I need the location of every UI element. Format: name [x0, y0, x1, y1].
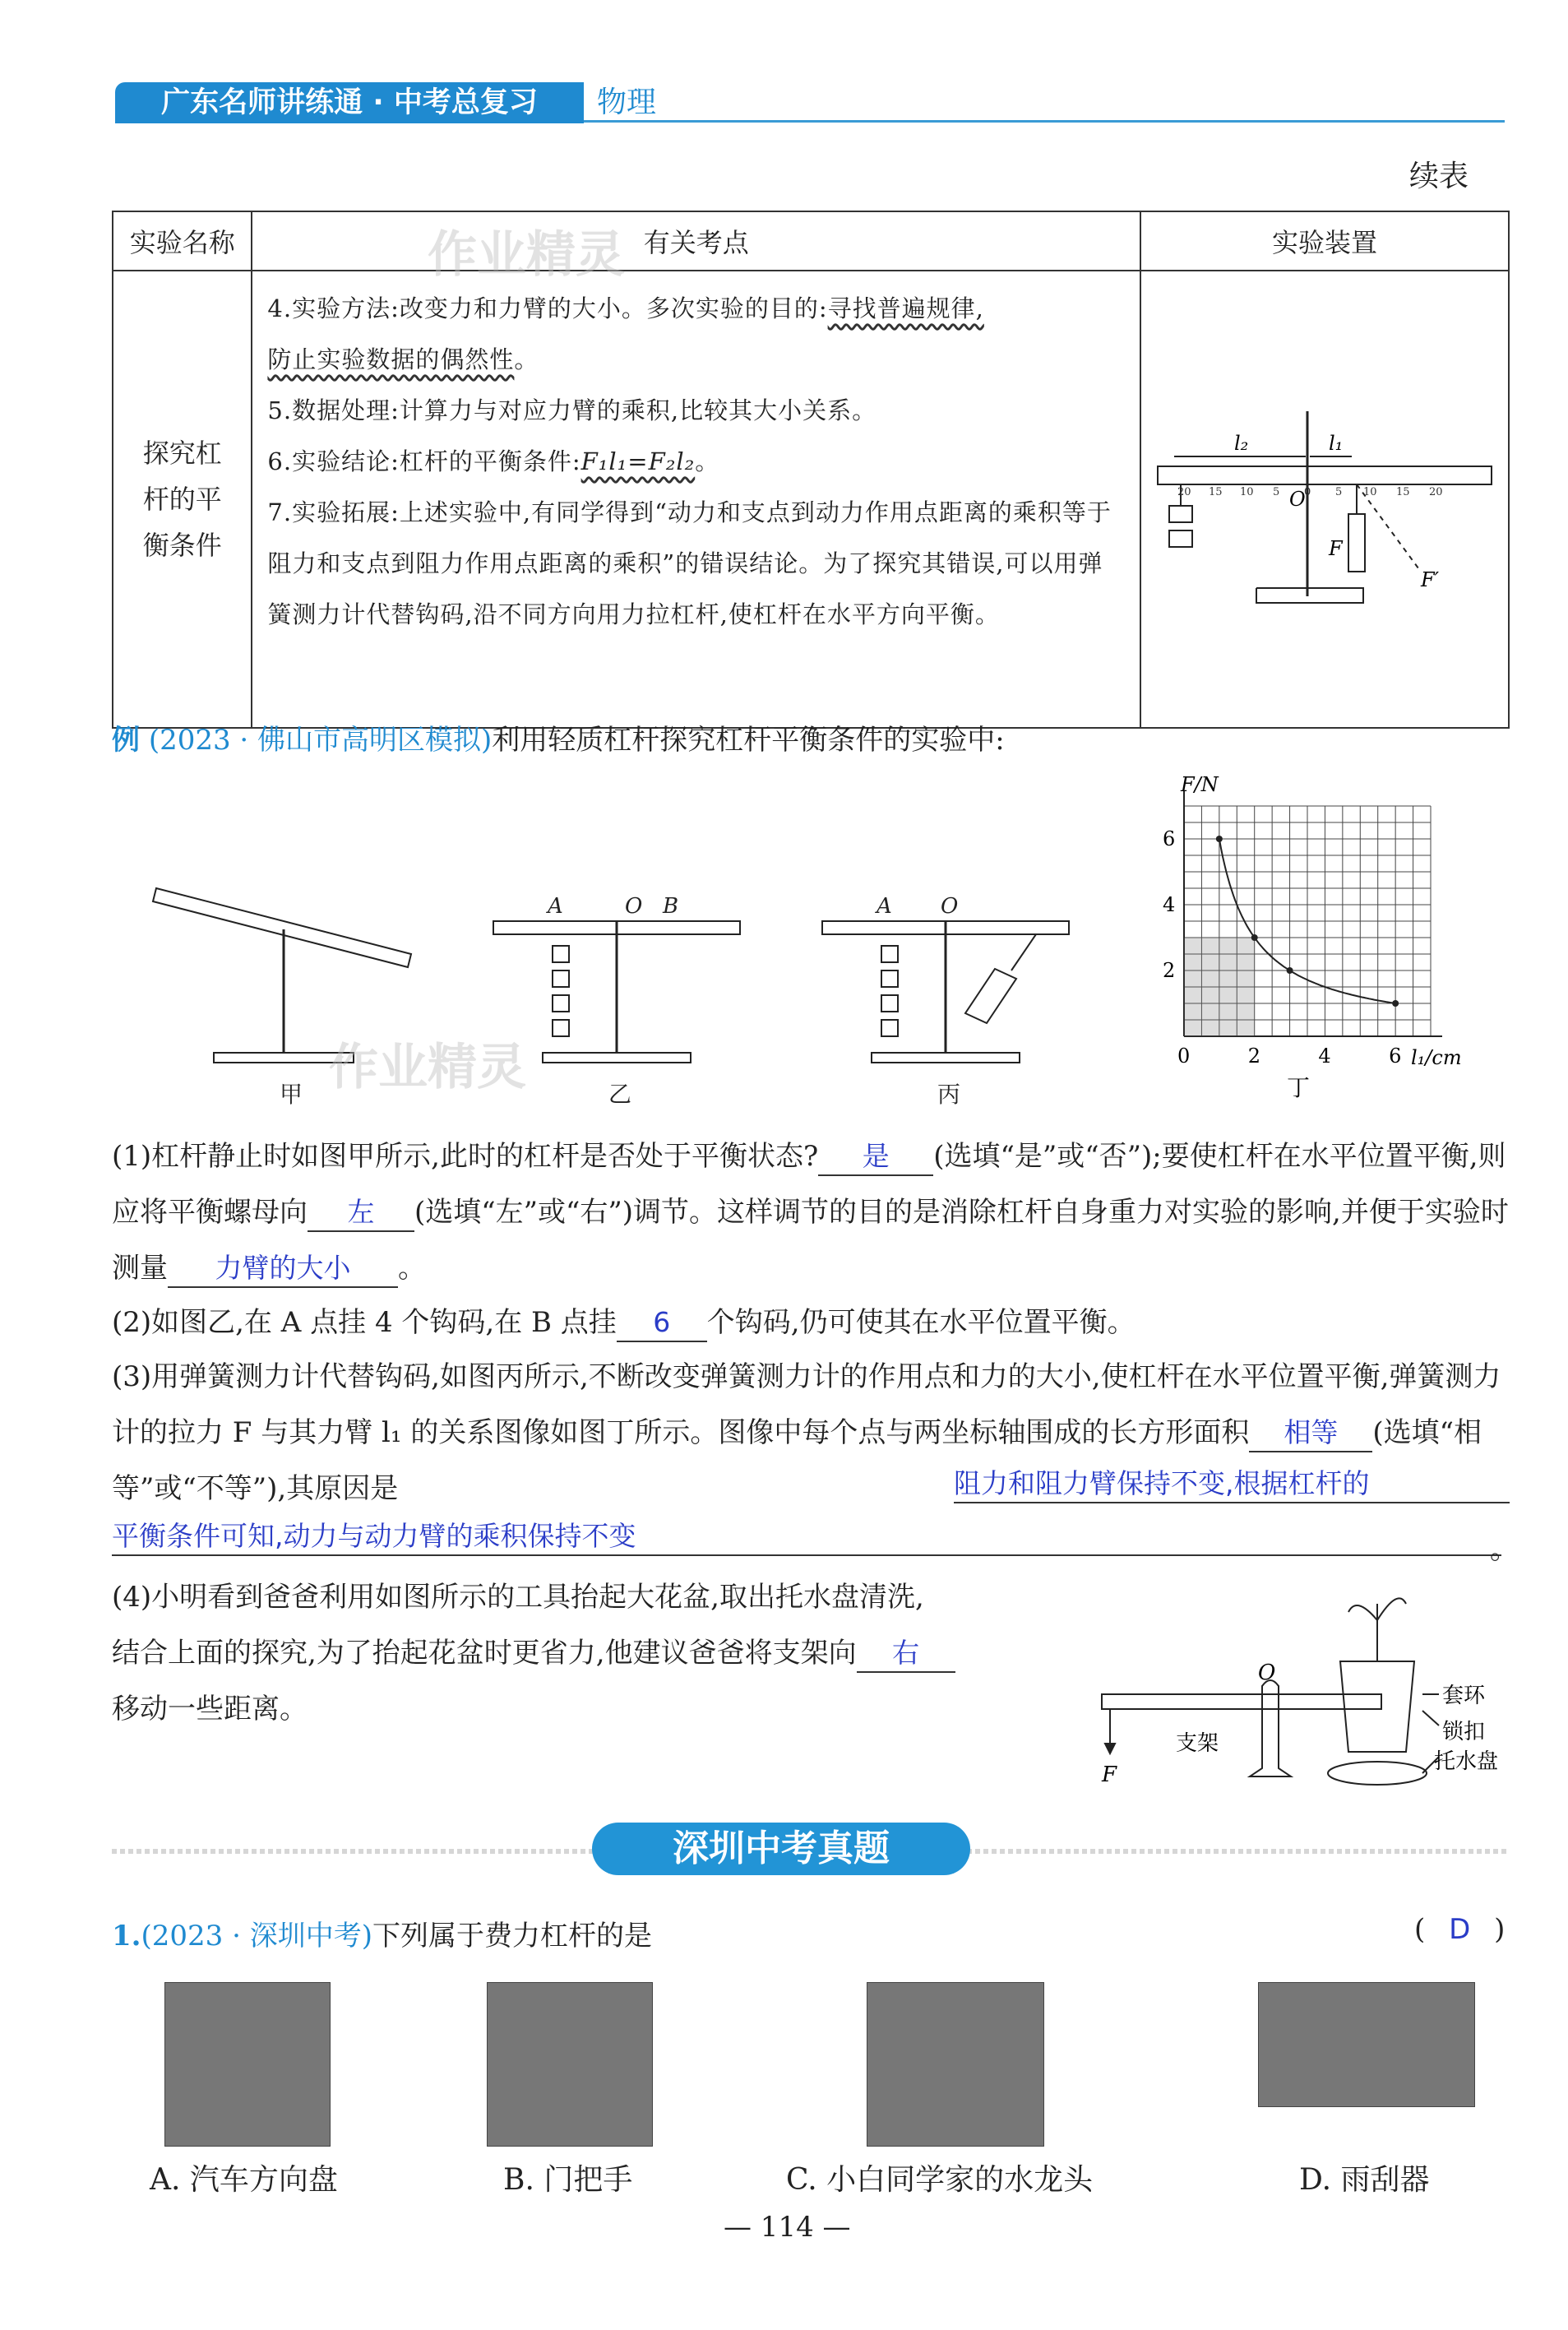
q3-end: 。: [1490, 1533, 1518, 1566]
tilted-lever: [153, 888, 411, 967]
label-force-f-prime: F′: [1420, 568, 1440, 591]
data-point: [1287, 967, 1293, 974]
chart-xlabel: l₁/cm: [1411, 1046, 1462, 1069]
figure-yi: [493, 921, 740, 1063]
tool-tray-label: 托水盘: [1434, 1749, 1499, 1774]
bing-point-a: A: [877, 894, 892, 919]
point-7: 7.实验拓展:上述实验中,有同学得到“动力和支点到动力作用点距离的乘积等于阻力和支点到阻力作用点距离的乘积”的错误结论。为了探究其错误,可以用弹簧测力计代替钩码,沿不同方向用力拉杠杆,使杠杆在水平方向平衡。: [267, 498, 1112, 628]
mc-answer: D: [1449, 1913, 1471, 1946]
point-4: 4.实验方法:改变力和力臂的大小。多次实验的目的:寻找普遍规律, 防止实验数据的偶然性。: [267, 294, 984, 373]
bing-base: [872, 1053, 1020, 1063]
yi-weight-2: [553, 970, 569, 987]
tool-stand-label: 支架: [1176, 1731, 1219, 1756]
y-tick-label: 2: [1163, 959, 1176, 982]
label-yi: 乙: [608, 1081, 632, 1108]
yi-point-b: B: [663, 894, 679, 919]
hanging-weight-1: [1169, 506, 1192, 522]
series-title: 广东名师讲练通 · 中考总复习: [115, 82, 584, 123]
data-point: [1392, 1000, 1399, 1007]
watermark-2: 作业精灵: [329, 1039, 526, 1096]
flowerpot-tool-diagram: [1094, 1571, 1521, 1801]
photo-steering-wheel: [164, 1982, 331, 2147]
photo-water-tap: [867, 1982, 1044, 2147]
experiment-name-cell: [113, 271, 252, 728]
example-text: 利用轻质杠杆探究杠杆平衡条件的实验中:: [492, 724, 1005, 757]
mc-question: [112, 1913, 652, 1953]
tool-ring-label: 套环: [1442, 1684, 1486, 1708]
yi-weight-4: [553, 1020, 569, 1036]
label-force-f: F: [1328, 537, 1343, 560]
chart-marks: [1163, 827, 1401, 1068]
point-6: 6.实验结论:杠杆的平衡条件:F₁l₁=F₂l₂。: [267, 447, 720, 475]
q1-answer-2: 左: [308, 1194, 414, 1232]
bing-weight-4: [881, 1020, 898, 1036]
col-header-name: 实验名称: [113, 211, 252, 271]
example-stem: [112, 717, 1005, 757]
label-bing: 丙: [937, 1081, 961, 1108]
y-tick-label: 4: [1163, 893, 1176, 916]
apparatus-cell: [1140, 271, 1509, 728]
bing-spring-string: [1011, 934, 1036, 970]
points-cell: [252, 271, 1140, 728]
mc-answer-paren: ( D ): [1414, 1913, 1506, 1946]
example-figures: [148, 847, 1126, 1127]
photo-wiper: [1258, 1982, 1475, 2107]
x-tick-label: 6: [1389, 1045, 1402, 1068]
example-source: (2023 · 佛山市高明区模拟): [148, 724, 493, 757]
x-tick-label: 4: [1318, 1045, 1331, 1068]
label-ding: 丁: [1287, 1074, 1311, 1101]
tick-4: 0: [1303, 486, 1311, 498]
question-3: (3)用弹簧测力计代替钩码,如图丙所示,不断改变弹簧测力计的作用点和力的大小,使杠杆在水平位置平衡,弹簧测力计的拉力 F 与其力臂 l₁ 的关系图像如图丁所示。图像中每个点与两坐标轴围成的长方形面积 相等 (选填“相等”或“不等”),其原因是: [112, 1360, 1501, 1505]
point-4-emph-b: 防止实验数据的偶然性: [267, 345, 515, 373]
experiment-table: [112, 211, 1510, 729]
tick-5: 5: [1334, 486, 1343, 498]
yi-base: [543, 1053, 691, 1063]
bing-spring-scale: [965, 969, 1016, 1023]
area-rectangle: [1184, 938, 1255, 1036]
lock-pointer: [1422, 1711, 1439, 1725]
bing-weight-3: [881, 995, 898, 1012]
lever-ticks: [1177, 486, 1443, 498]
stand-base: [1256, 588, 1363, 603]
continued-label: 续表: [1409, 160, 1469, 193]
question-4: (4)小明看到爸爸利用如图所示的工具抬起大花盆,取出托水盘清洗, 结合上面的探究,为了抬起花盆时更省力,他建议爸爸将支架向 右 移动一些距离。: [112, 1569, 1123, 1737]
mc-text: 下列属于费力杠杆的是: [372, 1920, 652, 1952]
q3-answer-2-line1: 阻力和阻力臂保持不变,根据杠杆的: [954, 1466, 1510, 1503]
lever-apparatus-diagram: [1141, 374, 1508, 621]
subject-title: 物理: [597, 86, 657, 119]
balance-formula: F₁l₁=F₂l₂: [580, 447, 696, 475]
mc-source: (2023 · 深圳中考): [141, 1920, 372, 1952]
y-tick-label: 6: [1163, 827, 1176, 850]
yi-weight-3: [553, 995, 569, 1012]
point-5: 5.数据处理:计算力与对应力臂的乘积,比较其大小关系。: [267, 396, 877, 424]
point-4-emph-a: 寻找普遍规律,: [827, 294, 984, 322]
choice-b: B. 门把手: [503, 2163, 633, 2197]
x-tick-label: 2: [1247, 1045, 1260, 1068]
data-point: [1251, 934, 1258, 941]
hanging-weight-2: [1169, 530, 1192, 547]
tool-force-f: F: [1102, 1763, 1117, 1787]
q3-answer-2-line2: 平衡条件可知,动力与动力臂的乘积保持不变: [112, 1518, 1501, 1556]
tick-7: 15: [1395, 486, 1410, 498]
bing-point-o: O: [941, 894, 959, 919]
label-jia: 甲: [280, 1081, 303, 1108]
experiment-name: 探究杠杆的平衡条件: [142, 438, 222, 561]
watermark-1: 作业精灵: [428, 226, 625, 284]
q1-answer-3: 力臂的大小: [168, 1250, 398, 1288]
x-tick-label: 0: [1177, 1045, 1191, 1068]
tool-pivot-o: O: [1258, 1661, 1276, 1685]
col-header-apparatus: 实验装置: [1140, 211, 1509, 271]
q4-answer: 右: [857, 1635, 955, 1673]
question-1: (1)杠杆静止时如图甲所示,此时的杠杆是否处于平衡状态? 是 (选填“是”或“否”);要使杠杆在水平位置平衡,则应将平衡螺母向 左 (选填“左”或“右”)调节。这样调节的目的是消除杠杆自身重力对实验的影响,并便于实验时测量 力臂的大小 。: [112, 1128, 1510, 1296]
yi-weight-1: [553, 946, 569, 962]
section-banner: 深圳中考真题: [592, 1823, 970, 1875]
col-header-points: 有关考点: [252, 211, 1140, 271]
tool-lever: [1102, 1694, 1381, 1709]
bing-weight-1: [881, 946, 898, 962]
question-2: (2)如图乙,在 A 点挂 4 个钩码,在 B 点挂 6 个钩码,仍可使其在水平位置平衡。: [112, 1295, 1510, 1350]
data-point: [1216, 836, 1223, 842]
choice-d: D. 雨刮器: [1299, 2163, 1430, 2197]
label-l1: l₁: [1328, 432, 1344, 455]
yi-point-o: O: [625, 894, 643, 919]
chart-ylabel: F/N: [1181, 773, 1219, 796]
choice-a: A. 汽车方向盘: [150, 2163, 338, 2197]
label-pivot-o: O: [1288, 488, 1306, 511]
label-l2: l₂: [1233, 432, 1249, 455]
plant: [1348, 1598, 1406, 1661]
tick-0: 20: [1177, 486, 1191, 498]
lever-bar: [1158, 466, 1492, 484]
photo-door-knob: [487, 1982, 653, 2147]
water-tray: [1328, 1762, 1427, 1785]
page-number: — 114 —: [724, 2211, 851, 2244]
tick-8: 20: [1428, 486, 1443, 498]
tick-6: 10: [1362, 486, 1377, 498]
tool-lock-label: 锁扣: [1442, 1720, 1486, 1744]
example-tag: 例: [112, 724, 140, 757]
tick-3: 5: [1272, 486, 1280, 498]
flower-pot: [1340, 1661, 1414, 1752]
bing-weight-2: [881, 970, 898, 987]
tick-2: 10: [1239, 486, 1254, 498]
q2-answer: 6: [617, 1304, 707, 1342]
tick-1: 15: [1208, 486, 1223, 498]
yi-point-a: A: [548, 894, 563, 919]
choice-c: C. 小白同学家的水龙头: [786, 2163, 1094, 2197]
figure-ding-chart: [1151, 773, 1462, 1102]
spring-scale: [1348, 514, 1365, 572]
mc-number: 1.: [112, 1920, 141, 1952]
q1-answer-1: 是: [818, 1138, 933, 1176]
force-arrowhead: [1105, 1744, 1115, 1753]
q3-answer-1: 相等: [1249, 1415, 1372, 1452]
figure-bing: [822, 921, 1069, 1063]
